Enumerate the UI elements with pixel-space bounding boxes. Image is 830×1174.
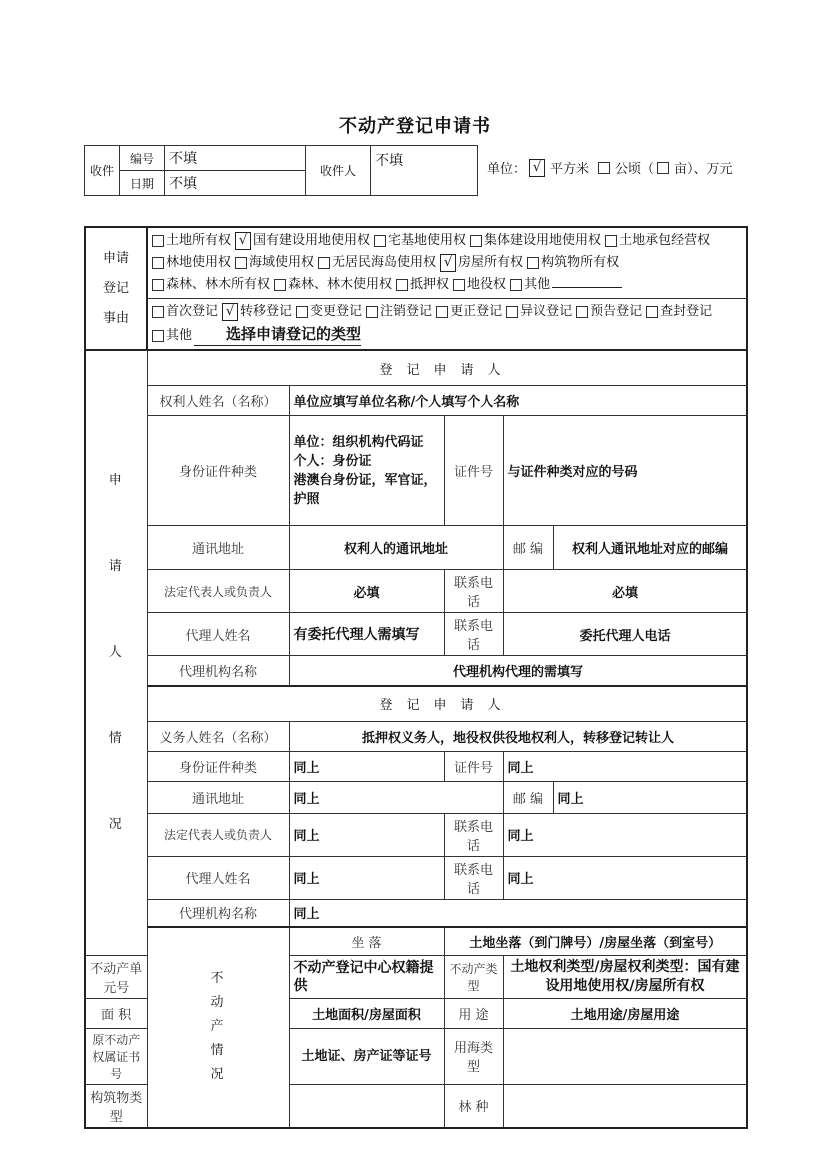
ob-name-label: 义务人姓名（名称） (147, 721, 289, 751)
receipt-label: 收件 (85, 146, 120, 196)
unit-no-value[interactable]: 不动产登记中心权籍提供 (289, 955, 444, 998)
rh-agent-phone-label: 联系电话 (444, 613, 503, 656)
rh-legal-rep-label: 法定代表人或负责人 (147, 570, 289, 613)
ob-postcode-value[interactable]: 同上 (553, 781, 747, 813)
type-label: 不动产类型 (444, 955, 503, 998)
right-type-option[interactable] (527, 255, 619, 270)
location-label: 坐 落 (289, 927, 444, 955)
registration-type-option[interactable] (152, 304, 218, 319)
ob-legal-rep-label: 法定代表人或负责人 (147, 813, 289, 856)
right-type-option-label: 宅基地使用权 (388, 233, 467, 248)
rh-address-label: 通讯地址 (147, 526, 289, 570)
registration-type-checkbox[interactable] (436, 306, 448, 318)
ob-id-type-value[interactable]: 同上 (289, 751, 444, 781)
right-type-checkbox[interactable] (605, 235, 617, 247)
rh-phone-value[interactable]: 必填 (503, 570, 747, 613)
rights-options (147, 227, 747, 299)
right-type-checkbox[interactable] (274, 279, 286, 291)
right-type-option-label: 无居民海岛使用权 (332, 255, 437, 270)
registration-type-checkbox[interactable] (646, 306, 658, 318)
right-type-checkbox[interactable] (453, 279, 465, 291)
sea-use-label: 用海类型 (444, 1028, 503, 1084)
right-type-option[interactable] (470, 233, 601, 248)
rh-phone-label: 联系电话 (444, 570, 503, 613)
right-type-option[interactable] (318, 255, 436, 270)
type-value[interactable]: 土地权利类型/房屋权利类型：国有建设用地使用权/房屋所有权 (503, 955, 747, 998)
rh-agency-label: 代理机构名称 (147, 656, 289, 686)
right-type-option[interactable] (453, 277, 506, 292)
right-type-checkbox[interactable] (152, 279, 164, 291)
right-holder-header: 登记申请人 (147, 350, 747, 386)
ob-phone-label: 联系电话 (444, 813, 503, 856)
registration-type-other-input[interactable]: 选择申请登记的类型 (194, 323, 361, 346)
right-type-option[interactable] (235, 255, 314, 270)
registration-type-option-label: 更正登记 (450, 304, 503, 319)
use-value[interactable]: 土地用途/房屋用途 (503, 998, 747, 1028)
rh-id-type-value[interactable]: 单位：组织机构代码证 个人：身份证 港澳台身份证，军官证，护照 (289, 416, 444, 526)
rh-legal-rep-value[interactable]: 必填 (289, 570, 444, 613)
ob-agent-phone-value[interactable]: 同上 (503, 856, 747, 899)
right-type-option-label: 构筑物所有权 (541, 255, 620, 270)
right-type-option-label: 土地所有权 (166, 233, 232, 248)
forest-label: 林 种 (444, 1084, 503, 1128)
right-type-option-label: 森林、林木使用权 (288, 277, 393, 292)
ob-agent-label: 代理人姓名 (147, 856, 289, 899)
application-form (84, 226, 748, 1129)
ob-name-value[interactable]: 抵押权义务人，地役权供役地权利人，转移登记转让人 (289, 721, 747, 751)
rh-name-value[interactable]: 单位应填写单位名称/个人填写个人名称 (289, 386, 747, 416)
rh-id-no-label: 证件号 (444, 416, 503, 526)
number-label: 编号 (120, 146, 165, 171)
ob-legal-rep-value[interactable]: 同上 (289, 813, 444, 856)
structure-value[interactable] (289, 1084, 444, 1128)
rh-id-type-label: 身份证件种类 (147, 416, 289, 526)
use-label: 用 途 (444, 998, 503, 1028)
right-type-option[interactable] (152, 233, 231, 248)
rh-agency-value[interactable]: 代理机构代理的需填写 (289, 656, 747, 686)
hectare-label: 公顷（ (615, 162, 655, 177)
ob-agency-label: 代理机构名称 (147, 899, 289, 927)
registration-type-option[interactable] (222, 304, 292, 319)
right-type-option-label: 海域使用权 (249, 255, 315, 270)
unit-no-label: 不动产单元号 (85, 955, 147, 998)
rh-postcode-value[interactable]: 权利人通讯地址对应的邮编 (553, 526, 747, 570)
rh-name-label: 权利人姓名（名称） (147, 386, 289, 416)
structure-label: 构筑物类型 (85, 1084, 147, 1128)
right-type-option[interactable] (274, 277, 392, 292)
old-cert-label: 原不动产权属证书号 (85, 1028, 147, 1084)
right-type-checkbox[interactable] (235, 257, 247, 269)
right-type-checkbox[interactable] (374, 235, 386, 247)
registration-type-option-label: 注销登记 (380, 304, 433, 319)
ob-agent-value[interactable]: 同上 (289, 856, 444, 899)
right-type-checkbox[interactable] (510, 279, 522, 291)
rh-address-value[interactable]: 权利人的通讯地址 (289, 526, 503, 570)
registration-type-options (147, 299, 747, 351)
right-type-option[interactable] (235, 233, 370, 248)
right-type-option-label: 地役权 (467, 277, 507, 292)
registration-type-option-label: 异议登记 (520, 304, 573, 319)
ob-agency-value[interactable]: 同上 (289, 899, 747, 927)
right-type-checkbox[interactable] (152, 257, 164, 269)
right-type-checkbox[interactable] (527, 257, 539, 269)
rh-agent-phone-value[interactable]: 委托代理人电话 (503, 613, 747, 656)
property-section-label: 不 动 产 情 况 (147, 927, 289, 1128)
right-type-checkbox[interactable]: √ (235, 232, 251, 250)
registration-type-checkbox[interactable] (506, 306, 518, 318)
registration-type-checkbox[interactable] (152, 306, 164, 318)
registration-type-option[interactable] (152, 325, 362, 343)
ob-id-no-label: 证件号 (444, 751, 503, 781)
number-value[interactable]: 不填 (165, 146, 306, 171)
rh-id-no-value[interactable]: 与证件种类对应的号码 (503, 416, 747, 526)
area-label: 面 积 (85, 998, 147, 1028)
right-type-option[interactable] (605, 233, 710, 248)
receipt-table (84, 145, 478, 196)
rh-agent-value[interactable]: 有委托代理人需填写 (289, 613, 444, 656)
registration-type-checkbox[interactable] (152, 330, 164, 342)
registration-type-option[interactable] (646, 304, 712, 319)
registration-type-option-label: 转移登记 (240, 304, 293, 319)
rh-agent-label: 代理人姓名 (147, 613, 289, 656)
date-label: 日期 (120, 171, 165, 196)
rh-postcode-label: 邮 编 (503, 526, 553, 570)
location-value[interactable]: 土地坐落（到门牌号）/房屋坐落（到室号） (444, 927, 747, 955)
right-type-option-label: 其他 (524, 277, 551, 292)
applicant-section-label: 申 请 人 情 况 (85, 350, 147, 955)
right-type-checkbox[interactable] (152, 235, 164, 247)
unit-selector (487, 158, 733, 177)
right-type-checkbox[interactable]: √ (440, 254, 456, 272)
ob-address-value[interactable]: 同上 (289, 781, 503, 813)
right-type-option-label: 森林、林木所有权 (166, 277, 271, 292)
right-type-option[interactable] (440, 255, 523, 270)
right-type-other-input[interactable] (552, 287, 622, 288)
registration-type-option-label: 预告登记 (590, 304, 643, 319)
right-type-option-label: 集体建设用地使用权 (484, 233, 602, 248)
ob-phone-value[interactable]: 同上 (503, 813, 747, 856)
registration-type-option[interactable] (576, 304, 642, 319)
registration-type-option[interactable] (366, 304, 432, 319)
ob-address-label: 通讯地址 (147, 781, 289, 813)
unit-label: 单位： (487, 162, 527, 177)
sqm-label: 平方米 (550, 162, 590, 177)
right-type-option-label: 国有建设用地使用权 (253, 233, 371, 248)
registration-type-checkbox[interactable] (576, 306, 588, 318)
right-type-option[interactable] (152, 277, 270, 292)
ob-postcode-label: 邮 编 (503, 781, 553, 813)
registration-type-option[interactable] (436, 304, 502, 319)
old-cert-value[interactable]: 土地证、房产证等证号 (289, 1028, 444, 1084)
sqm-checkbox[interactable]: √ (529, 159, 545, 177)
right-type-checkbox[interactable] (318, 257, 330, 269)
right-type-option-label: 房屋所有权 (458, 255, 524, 270)
receiver-label: 收件人 (306, 146, 371, 196)
obligor-header: 登记申请人 (147, 686, 747, 722)
area-value[interactable]: 土地面积/房屋面积 (289, 998, 444, 1028)
registration-type-option-label: 其他 (166, 328, 193, 343)
right-type-option-label: 抵押权 (410, 277, 450, 292)
date-value[interactable]: 不填 (165, 171, 306, 196)
registration-type-checkbox[interactable]: √ (222, 303, 238, 321)
registration-type-option[interactable] (506, 304, 572, 319)
registration-type-option[interactable] (296, 304, 362, 319)
ob-id-type-label: 身份证件种类 (147, 751, 289, 781)
page-title: 不动产登记申请书 (339, 116, 491, 137)
registration-type-option-label: 查封登记 (660, 304, 713, 319)
mu-label: 亩）、万元 (674, 162, 733, 177)
right-type-option-label: 土地承包经营权 (619, 233, 711, 248)
registration-type-option-label: 首次登记 (166, 304, 219, 319)
right-type-option[interactable] (396, 277, 449, 292)
mu-checkbox[interactable] (657, 162, 669, 174)
reason-label: 申请 登记 事由 (85, 227, 147, 350)
sea-use-value[interactable] (503, 1028, 747, 1084)
hectare-checkbox[interactable] (598, 162, 610, 174)
right-type-option-label: 林地使用权 (166, 255, 232, 270)
registration-type-option-label: 变更登记 (310, 304, 363, 319)
forest-value[interactable] (503, 1084, 747, 1128)
right-type-checkbox[interactable] (396, 279, 408, 291)
receiver-value[interactable]: 不填 (371, 146, 478, 196)
ob-id-no-value[interactable]: 同上 (503, 751, 747, 781)
right-type-option[interactable] (510, 277, 622, 292)
registration-type-checkbox[interactable] (296, 306, 308, 318)
ob-agent-phone-label: 联系电话 (444, 856, 503, 899)
right-type-option[interactable] (152, 255, 231, 270)
right-type-option[interactable] (374, 233, 466, 248)
right-type-checkbox[interactable] (470, 235, 482, 247)
registration-type-checkbox[interactable] (366, 306, 378, 318)
